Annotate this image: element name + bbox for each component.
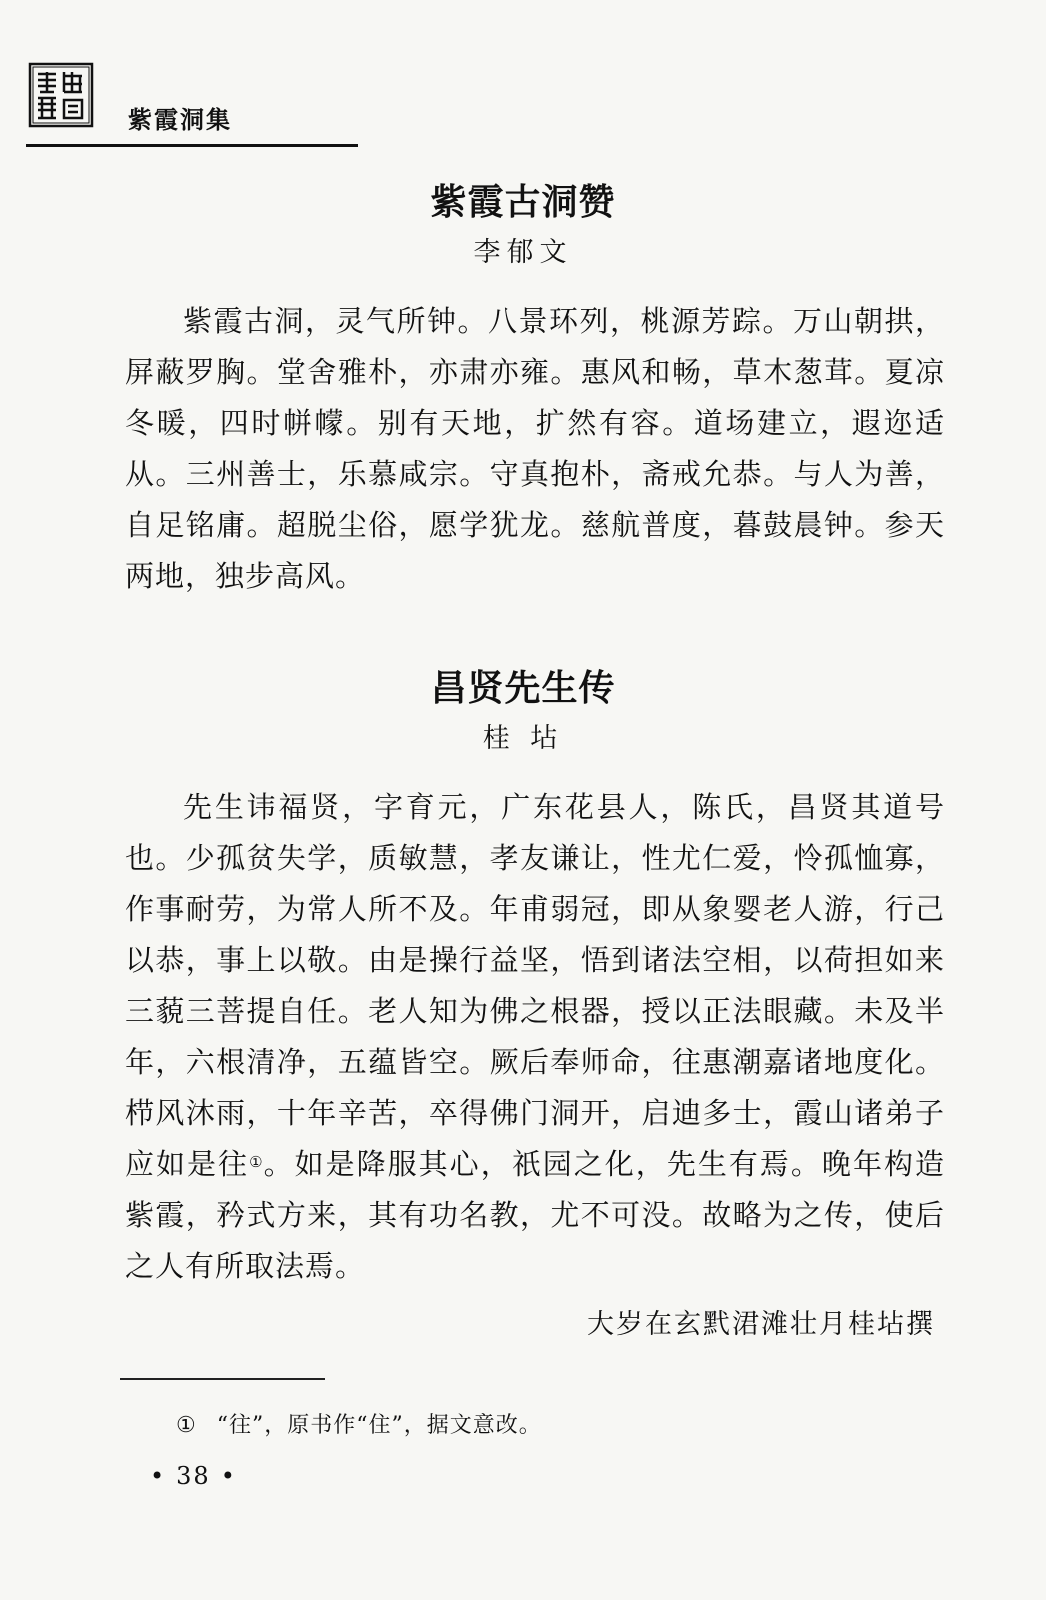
header-rule bbox=[26, 144, 358, 147]
footnote-ref[interactable]: ① bbox=[249, 1153, 264, 1171]
running-head: 紫霞洞集 bbox=[128, 106, 232, 134]
section-body-2-part-2: 。如是降服其心，祇园之化，先生有焉。晚年构造紫霞，矜式方来，其有功名教，尤不可没。故略为之传，使后之人有所取法焉。 bbox=[125, 1147, 945, 1283]
section-body-2-part-1: 先生讳福贤，字育元，广东花县人，陈氏，昌贤其道号也。少孤贫失学，质敏慧，孝友谦让，性尤仁爱，怜孤恤寡，作事耐劳，为常人所不及。年甫弱冠，即从象婴老人游，行己以恭，事上以敬。由是操行益坚，悟到诸法空相，以荷担如来三藐三菩提自任。老人知为佛之根器，授以正法眼藏。未及半年，六根清净，五蕴皆空。厥后奉师命，往惠潮嘉诸地度化。栉风沐雨，十年辛苦，卒得佛门洞开，启迪多士，霞山诸弟子应如是往 bbox=[125, 790, 945, 1181]
seal-logo-icon bbox=[28, 62, 94, 128]
footnote-marker: ① bbox=[176, 1413, 197, 1438]
page-number-dot-left: • bbox=[150, 1462, 167, 1490]
section-body-1: 紫霞古洞，灵气所钟。八景环列，桃源芳踪。万山朝拱，屏蔽罗胸。堂舍雅朴，亦肃亦雍。惠风和畅，草木葱茸。夏凉冬暖，四时帡幪。别有天地，扩然有容。道场建立，遐迩适从。三州善士，乐慕咸宗。守真抱朴，斋戒允恭。与人为善，自足铭庸。超脱尘俗，愿学犹龙。慈航普度，暮鼓晨钟。参天两地，独步高风。 bbox=[125, 304, 945, 593]
section-title-1: 紫霞古洞赞 bbox=[430, 182, 616, 223]
section-body-2 bbox=[125, 782, 945, 1292]
page-number-value: 38 bbox=[176, 1462, 211, 1490]
section-title-2: 昌贤先生传 bbox=[430, 668, 616, 709]
section-author-2: 桂 坫 bbox=[482, 723, 564, 754]
signature: 大岁在玄黓涒滩壮月桂坫撰 bbox=[587, 1309, 935, 1340]
footnote-text: “往”，原书作“住”，据文意改。 bbox=[216, 1413, 542, 1438]
section-author-1: 李郁文 bbox=[473, 237, 573, 268]
footnote-rule bbox=[120, 1378, 325, 1380]
page-header bbox=[0, 0, 1046, 150]
page-number-dot-right: • bbox=[220, 1462, 237, 1490]
footnote bbox=[176, 1408, 542, 1439]
page-number bbox=[140, 1462, 247, 1490]
